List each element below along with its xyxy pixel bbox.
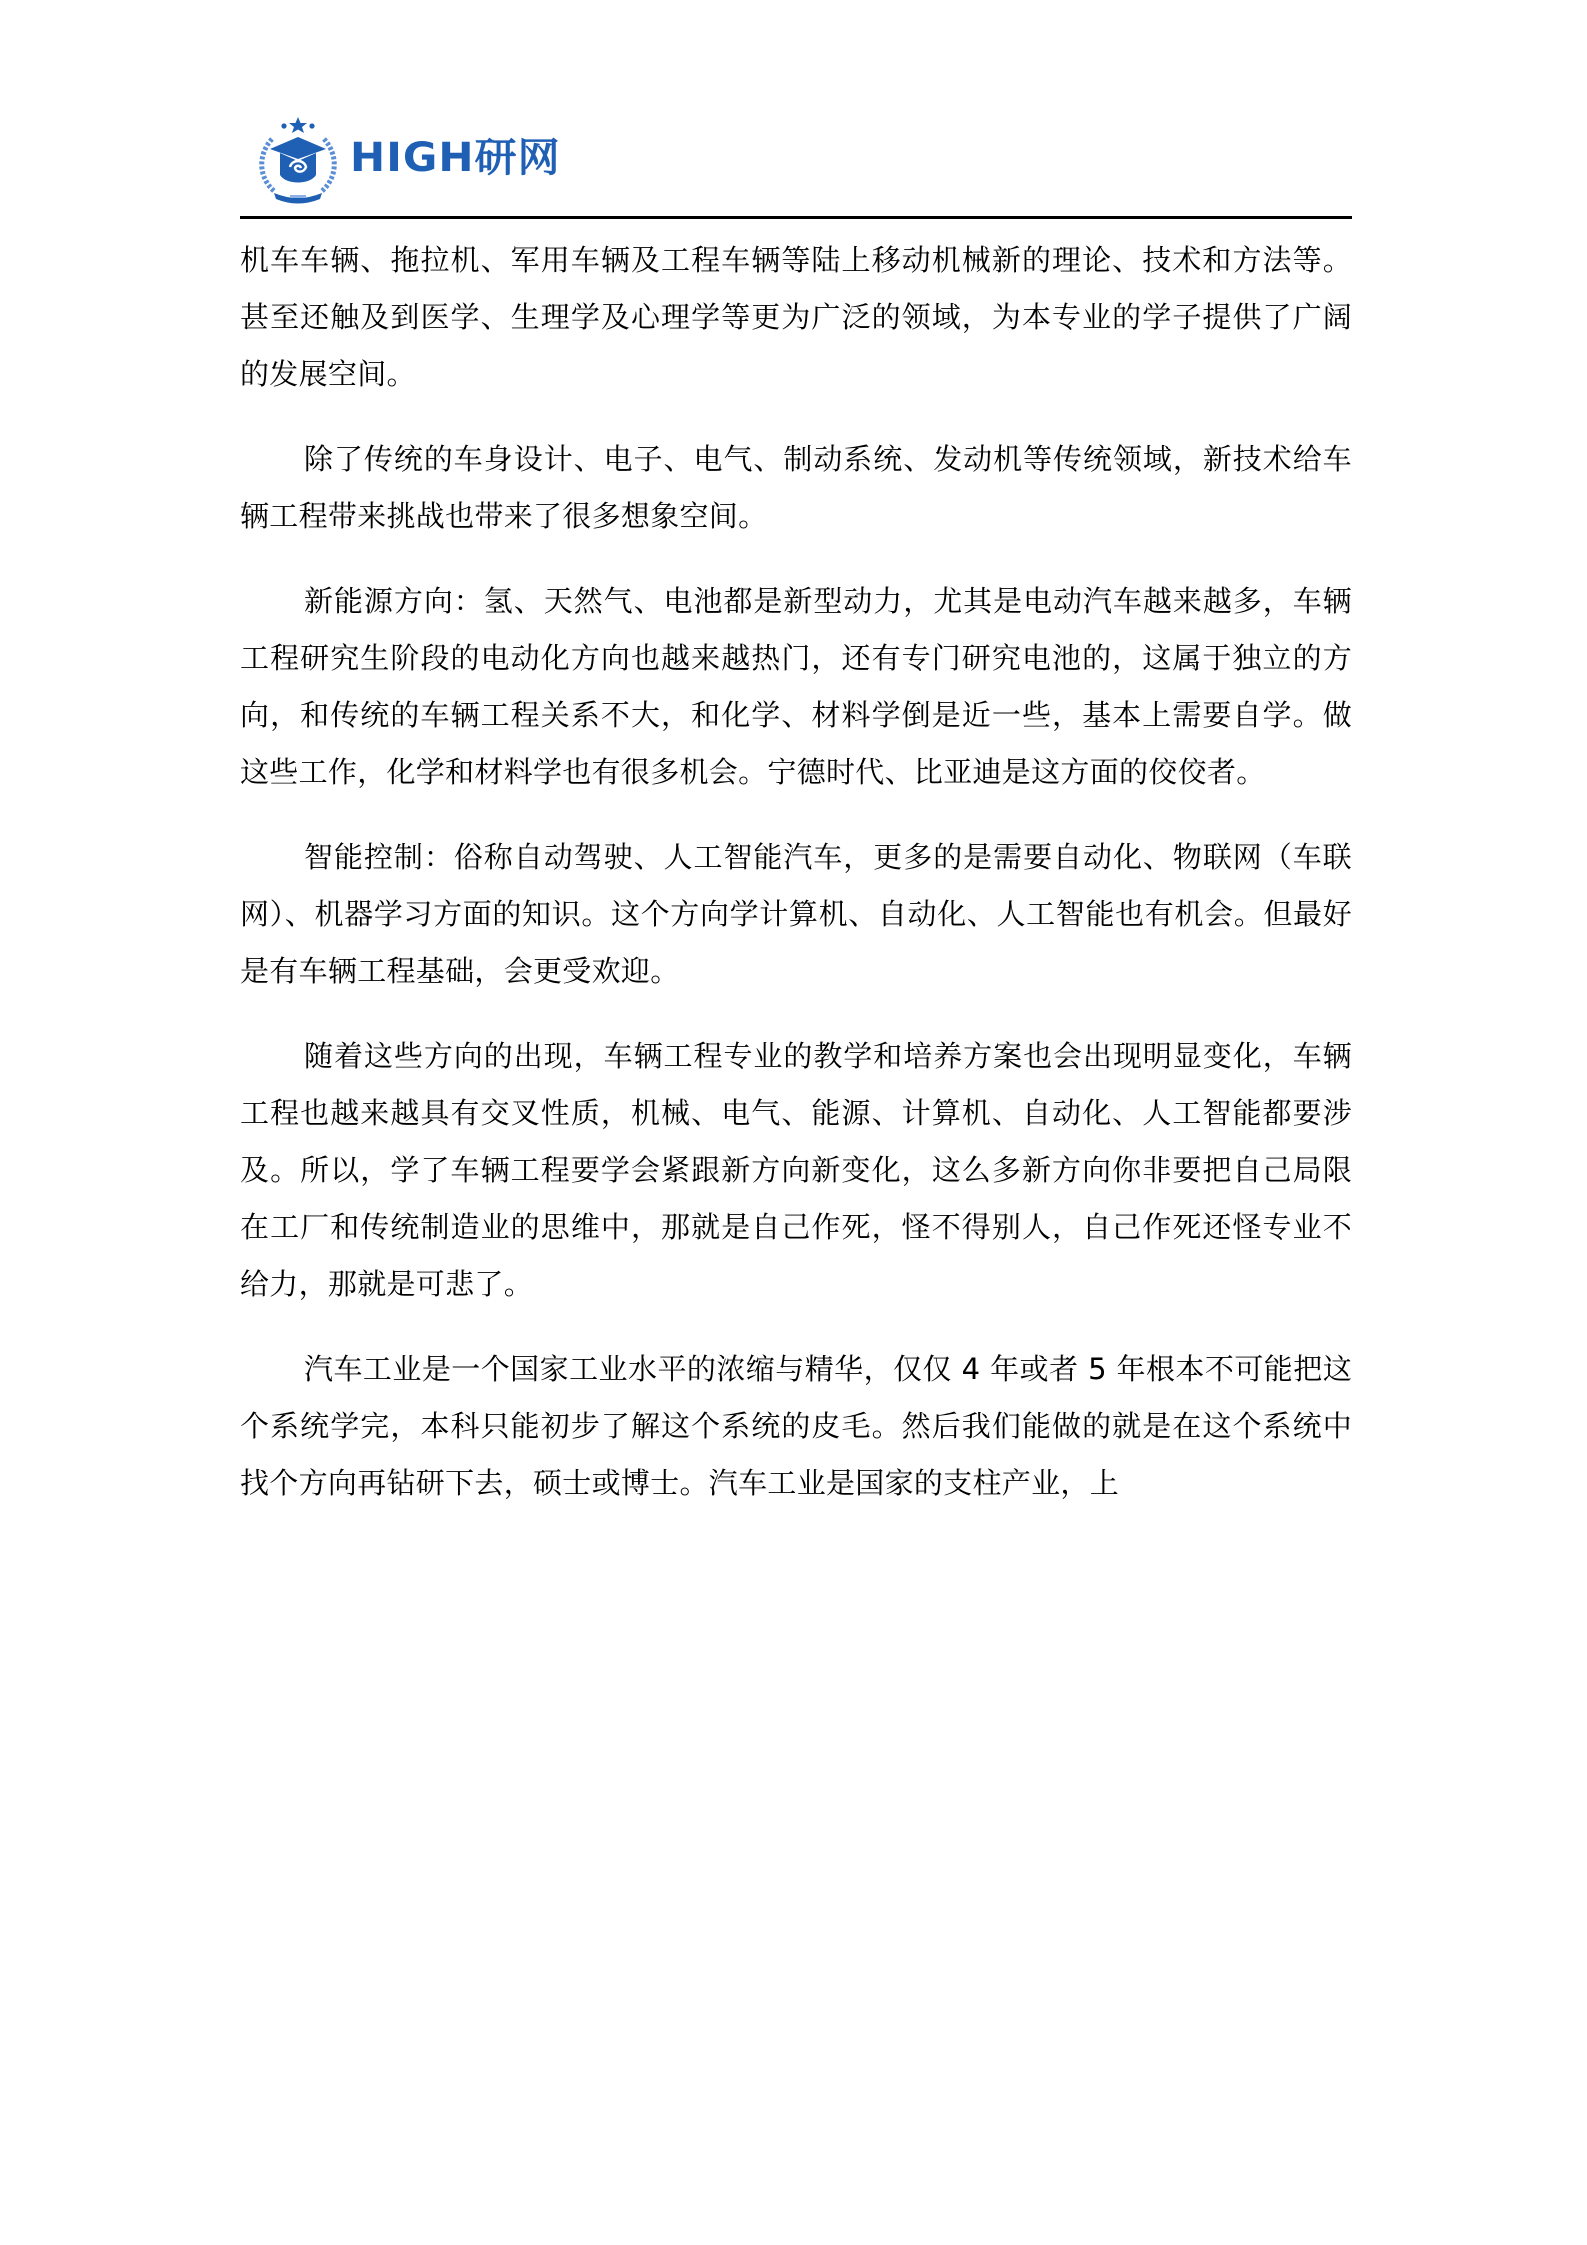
logo-wordmark: HIGH研网 bbox=[350, 135, 561, 181]
page-header bbox=[240, 110, 1352, 220]
paragraph-3: 新能源方向：氢、天然气、电池都是新型动力，尤其是电动汽车越来越多，车辆工程研究生阶段的电动化方向也越来越热门，还有专门研究电池的，这属于独立的方向，和传统的车辆工程关系不大，和化学、材料学倒是近一些，基本上需要自学。做这些工作，化学和材料学也有很多机会。宁德时代、比亚迪是这方面的佼佼者。 bbox=[240, 584, 1352, 789]
site-logo bbox=[248, 114, 561, 204]
header-divider bbox=[240, 216, 1352, 219]
paragraph-6: 汽车工业是一个国家工业水平的浓缩与精华，仅仅 4 年或者 5 年根本不可能把这个系统学完，本科只能初步了解这个系统的皮毛。然后我们能做的就是在这个系统中找个方向再钻研下去，硕士或博士。汽车工业是国家的支柱产业，上 bbox=[240, 1352, 1352, 1500]
paragraph-1: 机车车辆、拖拉机、军用车辆及工程车辆等陆上移动机械新的理论、技术和方法等。甚至还触及到医学、生理学及心理学等更为广泛的领域，为本专业的学子提供了广阔的发展空间。 bbox=[240, 243, 1352, 391]
paragraph-4: 智能控制：俗称自动驾驶、人工智能汽车，更多的是需要自动化、物联网（车联网）、机器学习方面的知识。这个方向学计算机、自动化、人工智能也有机会。但最好是有车辆工程基础，会更受欢迎。 bbox=[240, 840, 1352, 988]
graduation-cap-emblem-icon bbox=[248, 109, 348, 209]
document-body bbox=[240, 232, 1352, 1540]
paragraph-2: 除了传统的车身设计、电子、电气、制动系统、发动机等传统领域，新技术给车辆工程带来挑战也带来了很多想象空间。 bbox=[240, 442, 1352, 533]
paragraph-5: 随着这些方向的出现，车辆工程专业的教学和培养方案也会出现明显变化，车辆工程也越来越具有交叉性质，机械、电气、能源、计算机、自动化、人工智能都要涉及。所以，学了车辆工程要学会紧跟新方向新变化，这么多新方向你非要把自己局限在工厂和传统制造业的思维中，那就是自己作死，怪不得别人，自己作死还怪专业不给力，那就是可悲了。 bbox=[240, 1039, 1352, 1301]
